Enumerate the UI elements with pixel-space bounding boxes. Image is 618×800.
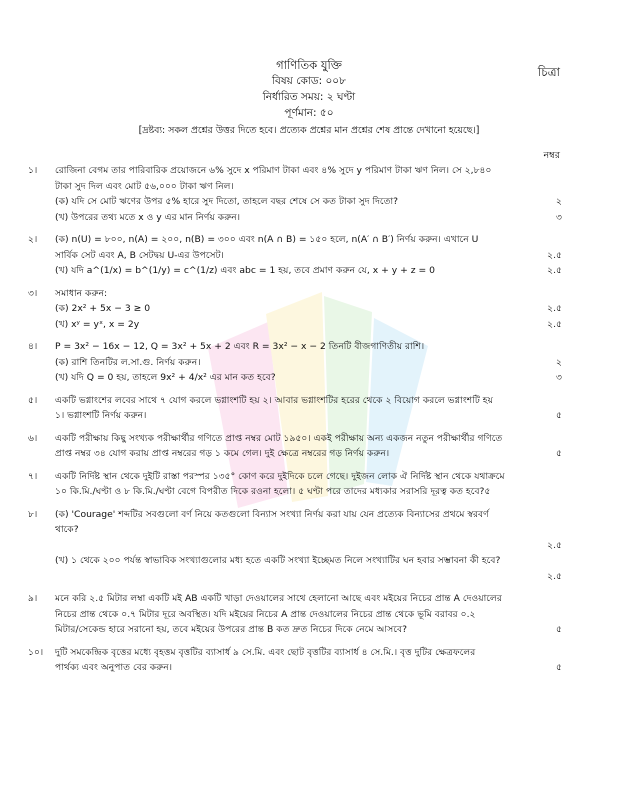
question-line	[55, 553, 562, 569]
question-text: একটি পরীক্ষায় কিছু সংখ্যক পরীক্ষার্থীর গণিতে প্রাপ্ত নম্বর মোট ১৯৫০। একই পরীক্ষায় অন্য একজন নতুন পরীক্ষার্থীর গণিতে	[55, 432, 503, 444]
question-text: দুটি সমকেন্দ্রিক বৃত্তের মধ্যে বৃহত্তম বৃত্তটির ব্যাসার্ধ ৯ সে.মি. এবং ছোট বৃত্তটির ব্যাসার্ধ ৪ সে.মি.। বৃত্ত দুটির ক্ষেত্রফলের	[55, 646, 476, 658]
question-marks: ৫	[556, 624, 562, 635]
question-line	[55, 507, 562, 523]
question-text: (ক) 'Courage' শব্দটির সবগুলো বর্ণ নিয়ে কতগুলো বিন্যাস সংখ্যা নির্ণয় করা যায় যেন প্রত্যেক বিন্যাসের প্রথমে স্বরবর্ণ	[55, 508, 489, 520]
question-line	[55, 163, 562, 179]
question-text: P = 3x² − 16x − 12, Q = 3x² + 5x + 2 এবং R = 3x² − x − 2 তিনটি বীজগাণিতীয় রাশি।	[55, 341, 425, 352]
question-line	[55, 248, 562, 264]
question-text: (খ) উপরের তথ্য মতে x ও y এর মান নির্ণয় করুন।	[55, 211, 241, 223]
question-number: ৫।	[28, 394, 38, 406]
question-line	[55, 393, 562, 409]
question-text: মিটার/সেকেন্ড হারে সরানো হয়, তবে মইয়ের উপরের প্রান্ত B কত দ্রুত নিচের দিকে নেমে আসবে?	[55, 624, 407, 635]
question-text: থাকে?	[55, 524, 79, 535]
question-line	[55, 339, 562, 355]
question-item	[28, 431, 562, 462]
question-text: মনে করি ২.৫ মিটার লম্বা একটি মই AB একটি খাড়া দেওয়ালের সাথে হেলানো আছে এবং মইয়ের নিচের প্রান্ত A দেওয়ালের	[55, 593, 502, 604]
question-marks: ৫	[556, 448, 562, 459]
question-line	[55, 591, 562, 607]
question-text: নিচের প্রান্ত থেকে ০.৭ মিটার দূরে অবস্থিত। যদি মইয়ের নিচের A প্রান্ত দেওয়ালের নিচের প্রান্ত থেকে ভূমি বরাবর ০.২	[55, 608, 476, 620]
question-text: (ক) যদি সে মোট ঋণের উপর ৫% হারে সুদ দিতো, তাহলে বছর শেষে সে কত টাকা সুদ দিতো?	[55, 196, 399, 207]
question-line	[55, 179, 562, 195]
question-line	[55, 569, 562, 585]
question-item	[28, 645, 562, 676]
question-text: টাকা সুদ দিল এবং মোট ৫৬,০০০ টাকা ঋণ নিল।	[55, 180, 234, 192]
question-text: (ক) 2x² + 5x − 3 ≥ 0	[55, 303, 151, 314]
question-line	[55, 645, 562, 661]
subject-code: বিষয় কোড: ০০৮	[272, 75, 346, 87]
question-line	[55, 210, 562, 226]
question-text: একটি ভগ্নাংশের লবের সাথে ৭ যোগ করলে ভগ্নাংশটি হয় ২। আবার ভগ্নাংশটির হরের থেকে ২ বিয়োগ করলে ভগ্নাংশটি হয়	[55, 394, 494, 406]
question-text: একটি নির্দিষ্ট স্থান থেকে দুইটি রাস্তা পরস্পর ১৩৫° কোণ করে দুইদিকে চলে গেছে। দুইজন লোক ঐ নির্দিষ্ট স্থান থেকে যথাক্রমে	[55, 470, 505, 482]
question-text: (খ) যদি Q = 0 হয়, তাহলে 9x² + 4/x² এর মান কত হবে?	[55, 372, 276, 383]
question-line	[55, 232, 562, 248]
question-marks: ৩	[556, 372, 562, 383]
question-line	[55, 355, 562, 371]
question-line	[55, 607, 562, 623]
question-marks: ২	[556, 356, 562, 368]
question-item	[28, 232, 562, 279]
question-number: ৭।	[28, 470, 38, 482]
question-item	[28, 591, 562, 638]
question-marks: ২.৫	[547, 303, 562, 314]
question-item	[28, 163, 562, 225]
question-marks: ২.৫	[547, 265, 562, 276]
question-line	[55, 301, 562, 317]
question-item	[28, 286, 562, 333]
question-number: ৯।	[28, 593, 38, 604]
question-marks: ৩	[556, 211, 562, 223]
question-text: (ক) রাশি তিনটির ল.সা.গু. নির্ণয় করুন।	[55, 356, 201, 368]
question-marks: ২.৫	[547, 318, 562, 330]
full-marks: পূর্ণমান: ৫০	[284, 107, 334, 119]
question-text: (খ) যদি a^(1/x) = b^(1/y) = c^(1/z) এবং abc = 1 হয়, তবে প্রমাণ করুন যে, x + y + z = 0	[55, 265, 435, 276]
question-text: ১০ কি.মি./ঘণ্টা ও ৮ কি.মি./ঘণ্টা বেগে বিপরীত দিকে রওনা হলো। ৫ ঘণ্টা পরে তাদের মধ্যকার সরাসরি দূরত্ব কত হবে?৫	[55, 486, 491, 497]
question-marks: ২.৫	[547, 539, 562, 551]
question-marks: ২.৫	[547, 570, 562, 582]
instruction-note: [দ্রষ্টব্য: সকল প্রশ্নের উত্তর দিতে হবে। প্রত্যেক প্রশ্নের মান প্রশ্নের শেষ প্রান্তে দেখানো হয়েছে।]	[138, 125, 480, 136]
question-line	[55, 446, 562, 462]
question-marks: ২.৫	[547, 249, 562, 261]
question-number: ৬।	[28, 432, 38, 444]
question-item	[28, 469, 562, 500]
time-allowed: নির্ধারিত সময়: ২ ঘণ্টা	[262, 91, 356, 103]
question-marks: ৫	[556, 662, 562, 673]
question-line	[55, 286, 562, 302]
question-marks: ২	[556, 196, 562, 207]
question-line	[55, 484, 562, 500]
exam-header	[0, 57, 618, 139]
question-line	[55, 194, 562, 210]
question-item	[28, 507, 562, 585]
question-text: রোজিনা বেগম তার পারিবারিক প্রয়োজনে ৬% সুদে x পরিমাণ টাকা এবং ৪% সুদে y পরিমাণ টাকা ঋণ নিল। সে ২,৮৪০	[55, 165, 492, 176]
question-text: প্রাপ্ত নম্বর ৩৪ যোগ করায় প্রাপ্ত নম্বরের গড় ১ কমে গেল। দুই ক্ষেত্রে নম্বরের গড় নির্ণয় করুন।	[55, 448, 390, 459]
question-text: পার্থক্য এবং অনুপাত বের করুন।	[55, 662, 173, 673]
question-text: ১। ভগ্নাংশটি নির্ণয় করুন।	[55, 410, 147, 421]
question-line	[55, 522, 562, 538]
brand-label: চিত্রা	[537, 65, 560, 79]
question-text: (খ) xʸ = yˣ, x = 2y	[55, 318, 140, 330]
marks-column-heading: নম্বর	[543, 150, 560, 161]
question-item	[28, 393, 562, 424]
question-line	[55, 370, 562, 386]
question-number: ৮।	[28, 508, 38, 520]
question-line	[55, 469, 562, 485]
question-item	[28, 339, 562, 386]
question-text: সার্বিক সেট এবং A, B সেটদ্বয় U-এর উপসেট।	[55, 249, 224, 261]
question-line	[55, 317, 562, 333]
question-list	[28, 163, 562, 683]
question-text: (ক) n(U) = ৮০০, n(A) = ২০০, n(B) = ৩০০ এবং n(A ∩ B) = ১৫০ হলে, n(A′ ∩ B′) নির্ণয় করুন। এখানে U	[55, 234, 479, 245]
exam-title: গাণিতিক যুক্তি	[276, 58, 342, 72]
question-number: ১।	[28, 165, 38, 176]
question-text: সমাধান করুন:	[55, 287, 108, 299]
question-number: ২।	[28, 234, 38, 245]
question-line	[55, 660, 562, 676]
question-text: (খ) ১ থেকে ২০০ পর্যন্ত স্বাভাবিক সংখ্যাগুলোর মধ্য হতে একটি সংখ্যা ইচ্ছেমত নিলে সংখ্যাটির ঘন হবার সম্ভাবনা কী হবে?	[55, 555, 501, 566]
question-line	[55, 622, 562, 638]
question-number: ১০।	[28, 646, 44, 658]
question-number: ৩।	[28, 287, 38, 299]
question-line	[55, 263, 562, 279]
question-line	[55, 408, 562, 424]
question-line	[55, 538, 562, 554]
question-marks: ৫	[556, 410, 562, 421]
question-line	[55, 431, 562, 447]
question-number: ৪।	[28, 341, 38, 352]
